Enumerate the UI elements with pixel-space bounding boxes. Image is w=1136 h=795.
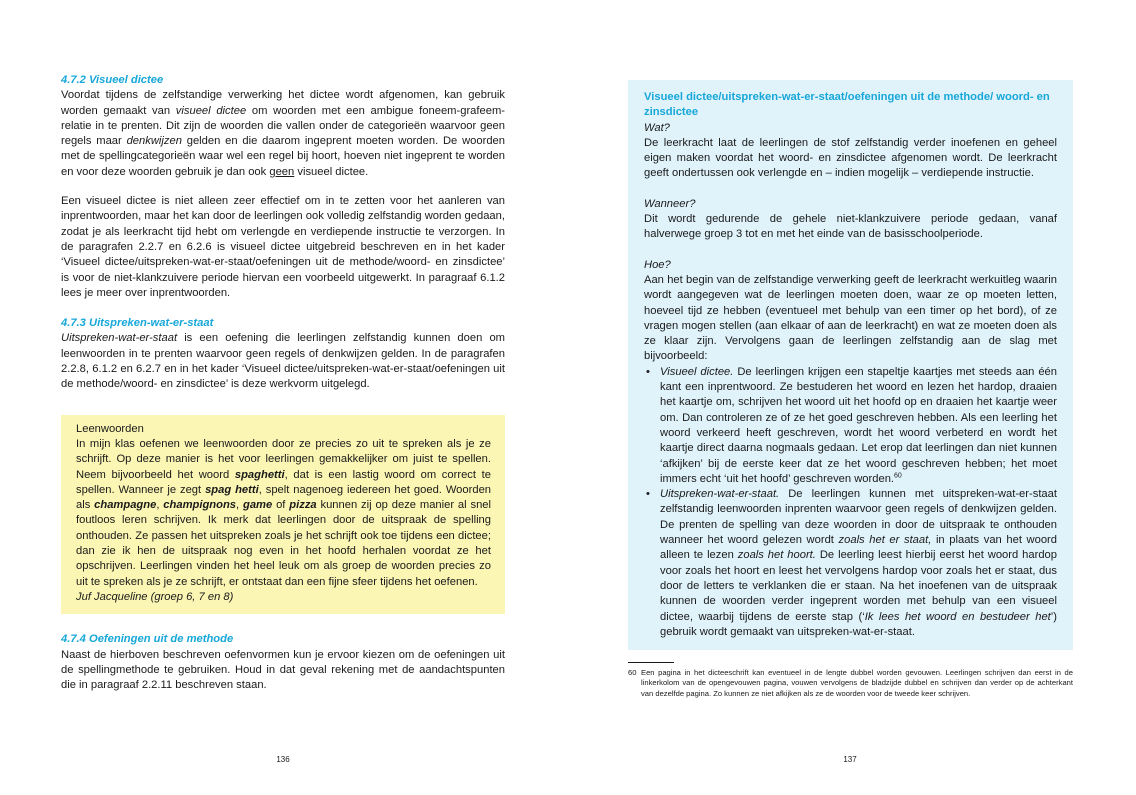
paragraph-oefeningen: Naast de hierboven beschreven oefenvormen kun je ervoor kiezen om de oefeningen uit de spellingmethode te gebruiken. Houd in dat geval rekening met de aandachtspunten die in paragraaf 2.2.11 beschreven staan. [61,648,505,692]
emphasis-text: Uitspreken-wat-er-staat [61,332,178,345]
box-title: Leenwoorden [76,422,144,435]
text-run: gelden en die daarom ingeprent moeten worden. De woorden met de spellingcategorieën waar wel een regel bij hoort, hoeven niet ingeprent te worden en voor deze woorden gebruik je dan ook [61,135,505,178]
text-run: Voordat tijdens de zelfstandige verwerking het dictee wordt afgenomen, kan gebruik worden gemaakt van [61,89,505,117]
box-signature: Juf Jacqueline (groep 6, 7 en 8) [76,590,234,603]
footnote-text: Een pagina in het dicteeschrift kan eventueel in de lengte dubbel worden gevouwen. Leerlingen schrijven dan eerst in de linkerkolom van de opengevouwen pagina, vouwen vervolgens de bladzijde dubbel en schrijven dan verder op de achterkant van dezelfde pagina. Zo kunnen ze niet afkijken als ze de woorden voor de tweede keer schrijven. [641,668,1073,698]
text-run: kunnen zij op deze manier al snel foutloos leren schrijven. Ik merk dat leerlingen door de uitspraak de spelling onthouden. Ze passen het uitspreken zoals je het schrijft ook toe tijdens een dictee; dan zie ik hen de uitspraak nog even in het hoofd herhalen voordat ze het opschrijven. Leerlingen vinden het heel leuk om als groep de woorden precies zo uit te spreken als je ze schrijft, er ontstaat dan een fijne sfeer tijdens het oefenen. [76,499,492,588]
paragraph-visueel-dictee-2: Een visueel dictee is niet alleen zeer effectief om in te zetten voor het aanleren van inprentwoorden, maar het kan door de leerlingen ook volledig zelfstandig worden gedaan, zodat je als leerkracht tijd hebt om verlengde en verdiepende instructie te verzorgen. In de paragrafen 2.2.7 en 6.2.6 is visueel dictee uitgebreid beschreven en in het kader ‘Visueel dictee/uitspreken-wat-er-staat/oefeningen uit de methode/woord- en zinsdictee’ is voor de niet-klankzuivere periode hiervan een voorbeeld uitgewerkt. In paragraaf 6.1.2 lees je meer over inprentwoorden. [61,195,505,299]
wanneer-text: Dit wordt gedurende de gehele niet-klankzuivere periode gedaan, vanaf halverwege groep 3 tot en met het einde van de basisschoolperiode. [644,213,1057,241]
bullet-icon: • [646,365,650,378]
example-word: champagne [94,499,157,512]
text-run: visueel dictee. [294,165,369,178]
footnote-divider [628,662,674,663]
right-page [568,0,1136,795]
text-run: , dat is een lastig woord om correct te spellen. Wanneer je zegt [76,468,491,496]
bullet-icon: • [646,488,650,501]
list-item-visueel-dictee [644,365,1057,487]
left-column [61,73,505,693]
text-run: , spelt nagenoeg iedereen het goed. Woorden als [76,483,492,512]
emphasis-text: denkwijzen [126,135,182,148]
footnote-number: 60 [628,668,637,677]
text-run: is een oefening die leerlingen zelfstandig kunnen doen om leenwoorden in te prenten waarvoor geen regels of denkwijzen gelden. In de paragrafen 2.2.8, 6.1.2 en 6.2.7 en in het kader ‘Visueel dictee/uitspreken-wat-er-staat/oefeningen uit de methode/woord- en zinsdictee’ is deze werkvorm uitgelegd. [61,332,505,391]
text-run: , [236,499,243,512]
leenwoorden-box [61,415,505,615]
text-run: De leerling leest hierbij eerst het woord hardop voor zoals het hoort en leest het vervolgens hardop voor zoals het er staat, dus door de letters te verklanken die er staan. Na het inoefenen van de uitspraak kunnen de woorden verder ingeprent worden met behulp van een visueel dictee, waarbij tijdens de eerste stap (‘ [660,549,1057,623]
example-word: spaghetti [234,468,285,481]
box-title: Visueel dictee/uitspreken-wat-er-staat/oefeningen uit de methode/ woord- en zinsdictee [644,91,1050,119]
emphasis-text: Ik lees het woord en bestudeer het [864,610,1051,623]
hoe-text: Aan het begin van de zelfstandige verwerking geeft de leerkracht werkuitleg waarin wordt aangegeven wat de leerlingen moeten doen, waar ze op moeten letten, hoeveel tijd ze hebben (eventueel met behulp van een timer op het bord), of ze vragen mogen stellen (aan elkaar of aan de leerkracht) en wat ze moeten doen als ze klaar zijn. Vervolgens gaan de leerlingen zelfstandig aan de slag met bijvoorbeeld: [644,273,1057,363]
underlined-text: geen [269,165,295,178]
method-list [644,365,1057,640]
visueel-dictee-box [628,80,1073,650]
text-run: In mijn klas oefenen we leenwoorden door ze precies zo uit te spreken als je ze schrijft. Op deze manier is het voor leerlingen gemakkelijker om juist te spellen. Neem bijvoorbeeld het woord [76,437,491,481]
example-word: game [243,499,273,512]
wanneer-label: Wanneer? [644,197,696,210]
example-word: champignons [163,499,237,512]
text-run: De leerlingen krijgen een stapeltje kaartjes met steeds aan één kant een inprentwoord. Ze bestuderen het woord en lezen het hardop, draaien het kaartje om, schrijven het woord uit het hoofd op en draaien het kaartje weer om. Dan controleren ze of ze het goed geschreven hebben. Als een leerling het woord verkeerd heeft geschreven, wordt het woord verbeterd en wordt het kaartje direct daarna nogmaals gedaan. Let erop dat leerlingen dan niet kunnen ‘afkijken’ bij de eerste keer dat ze het woord geschreven hebben; het moet immers echt ‘uit het hoofd’ geschreven worden. [660,365,1057,485]
item-label: Uitspreken-wat-er-staat. [660,488,780,501]
page-number: 136 [276,755,290,764]
footnote [628,668,1073,699]
section-heading-4-7-4: 4.7.4 Oefeningen uit de methode [61,633,234,646]
text-run: om woorden met een ambigue foneem-grafeem-relatie in te prenten. Dit zijn de woorden die vallen onder de categorieën waarvoor geen regels maar [61,104,505,148]
text-run: De leerlingen kunnen met uitspreken-wat-er-staat zelfstandig leenwoorden inprenten waarvoor geen regels of denkwijzen gelden. De prenten de spelling van deze woorden in door de uitspraak te onthouden wanneer het woord gelezen wordt [660,488,1057,547]
paragraph-visueel-dictee-1 [61,88,505,180]
wat-text: De leerkracht laat de leerlingen de stof zelfstandig verder inoefenen en geheel eigen maken voordat het woord- en zinsdictee afgenomen wordt. De leerkracht geeft ondertussen ook verlengde en – indien mogelijk – verdiepende instructie. [644,136,1057,180]
hoe-label: Hoe? [644,258,671,271]
paragraph-uitspreken [61,331,505,392]
emphasis-text: visueel dictee [175,104,247,117]
list-item-uitspreken [644,487,1057,640]
page-number: 137 [843,755,857,764]
emphasis-text: zoals het er staat, [838,534,932,547]
item-label: Visueel dictee. [660,365,734,378]
footnote-ref: 60 [894,472,902,480]
text-run: of [272,499,290,512]
text-run: ’) gebruik wordt gemaakt van uitspreken-wat-er-staat. [660,610,1057,638]
section-heading-4-7-2: 4.7.2 Visueel dictee [61,74,164,86]
example-word: pizza [289,499,317,512]
text-run: , [156,499,164,512]
emphasis-text: zoals het hoort. [737,549,816,562]
wat-label: Wat? [644,121,670,134]
section-heading-4-7-3: 4.7.3 Uitspreken-wat-er-staat [61,317,214,330]
example-word: spag hetti [205,483,259,496]
box-body [76,437,491,590]
text-run: in plaats van het woord alleen te lezen [660,534,1058,562]
